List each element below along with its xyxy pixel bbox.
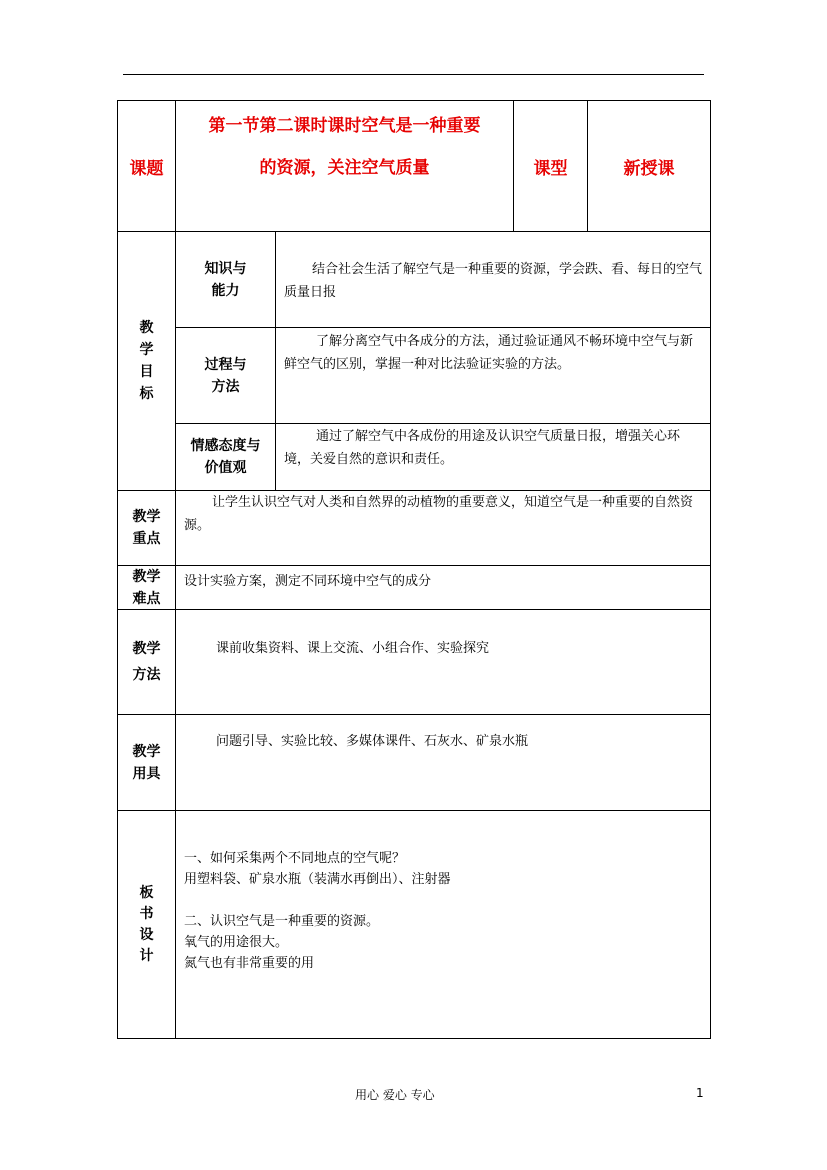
key-point-label-cell (117, 490, 176, 566)
board-label-cell (117, 810, 176, 1039)
type-label: 课型 (533, 158, 568, 179)
goals-label: 教 学 目 标 (139, 320, 154, 402)
board-line: 氧气的用途很大。 (184, 935, 289, 950)
key-point-label: 教学 重点 (132, 509, 161, 547)
page-number: 1 (696, 1086, 704, 1100)
goal-knowledge-label: 知识与 能力 (204, 260, 247, 299)
goal-process-text: 了解分离空气中各成分的方法，通过验证通风不畅环境中空气与新鲜空气的区别，掌握一种对比法验证实验的方法。 (284, 334, 694, 372)
board-line (184, 890, 702, 911)
topic-title-cell (175, 100, 514, 232)
method-label: 教学 方法 (132, 641, 161, 683)
type-value: 新授课 (623, 158, 675, 179)
goal-knowledge-text: 结合社会生活了解空气是一种重要的资源，学会跌、看、每日的空气质量日报 (284, 262, 703, 300)
board-label: 板 书 设 计 (139, 884, 154, 964)
difficulty-label: 教学 难点 (132, 568, 161, 607)
goal-process-label-cell (175, 327, 276, 424)
board-line: 用塑料袋、矿泉水瓶（装满水再倒出）、注射器 (184, 872, 451, 887)
difficulty-label-cell (117, 565, 176, 610)
type-label-cell (513, 100, 588, 232)
topic-label-cell (117, 100, 176, 232)
method-text-cell (175, 609, 711, 715)
goal-process-text-cell (275, 327, 711, 424)
goal-knowledge-label-cell (175, 231, 276, 328)
board-line: 氮气也有非常重要的用 (184, 956, 315, 971)
tools-label: 教学 用具 (132, 743, 161, 782)
goal-process-label: 过程与 方法 (204, 356, 247, 395)
topic-label: 课题 (129, 158, 164, 179)
board-line: 一、如何采集两个不同地点的空气呢？ (184, 851, 406, 866)
key-point-text-cell (175, 490, 711, 566)
difficulty-text: 设计实验方案，测定不同环境中空气的成分 (184, 574, 432, 589)
tools-text: 问题引导、实验比较、多媒体课件、石灰水、矿泉水瓶 (216, 734, 529, 749)
topic-title-line1: 第一节第二课时课时空气是一种重要 (208, 116, 481, 136)
board-line: 二、认识空气是一种重要的资源。 (184, 914, 380, 929)
tools-label-cell (117, 714, 176, 811)
goals-label-cell (117, 231, 176, 491)
topic-title-line2: 的资源，关注空气质量 (259, 158, 430, 178)
tools-text-cell (175, 714, 711, 811)
footer-motto: 用心 爱心 专心 (355, 1088, 435, 1102)
type-value-cell (587, 100, 711, 232)
method-label-cell (117, 609, 176, 715)
difficulty-text-cell (175, 565, 711, 610)
board-text-cell (175, 810, 711, 1039)
key-point-text: 让学生认识空气对人类和自然界的动植物的重要意义，知道空气是一种重要的自然资源。 (184, 495, 694, 533)
goal-values-text-cell (275, 423, 711, 491)
goal-values-text: 通过了解空气中各成份的用途及认识空气质量日报，增强关心环境，关爱自然的意识和责任。 (284, 429, 681, 467)
method-text: 课前收集资料、课上交流、小组合作、实验探究 (216, 641, 490, 656)
goal-values-label-cell (175, 423, 276, 491)
goal-values-label: 情感态度与 价值观 (190, 438, 261, 476)
goal-knowledge-text-cell (275, 231, 711, 328)
header-rule (123, 74, 704, 75)
